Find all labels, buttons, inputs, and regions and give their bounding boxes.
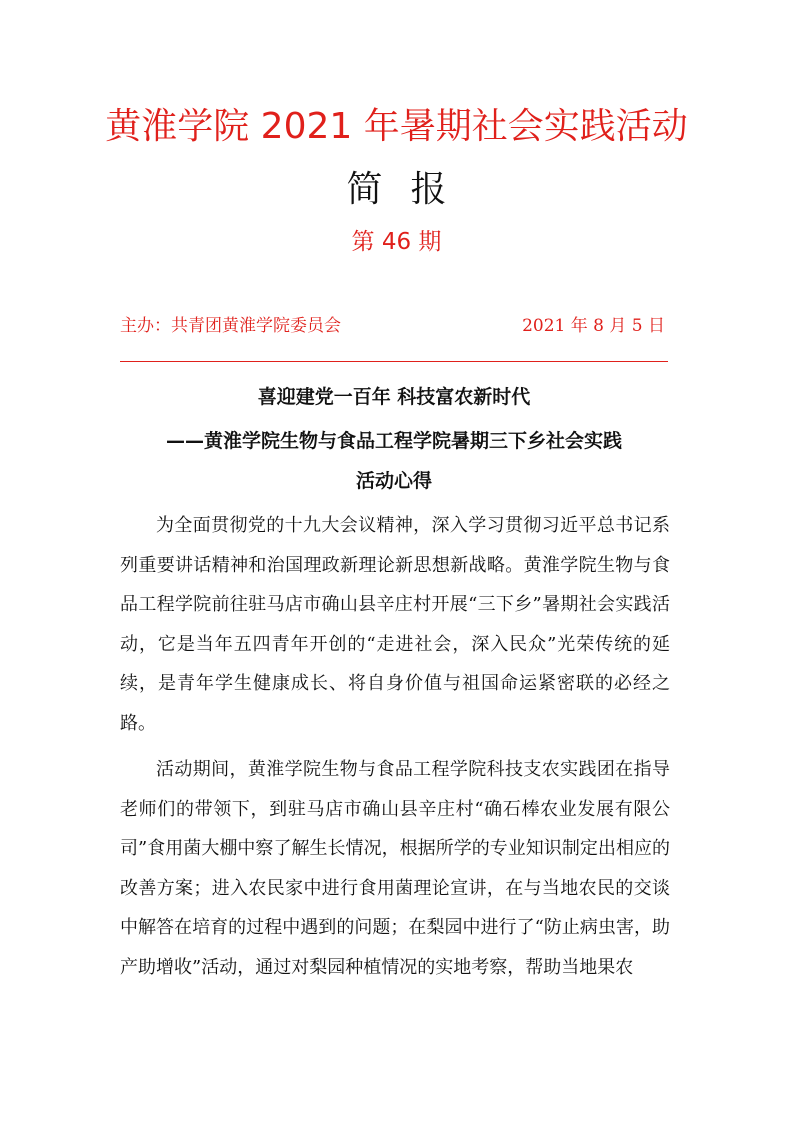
bulletin-main-title: 黄淮学院 2021 年暑期社会实践活动 <box>105 106 688 147</box>
paragraph: 活动期间，黄淮学院生物与食品工程学院科技支农实践团在指导老师们的带领下，到驻马店市确山县辛庄村“确石棒农业发展有限公司”食用菌大棚中察了解生长情况，根据所学的专业知识制定出相应的改善方案；进入农民家中进行食用菌理论宣讲，在与当地农民的交谈中解答在培育的过程中遇到的问题；在梨园中进行了“防止病虫害，助产助增收”活动，通过对梨园种植情况的实地考察，帮助当地果农 <box>120 759 670 978</box>
publish-date: 2021 年 8 月 5 日 <box>522 316 665 336</box>
article-subtitle-cont: 活动心得 <box>355 470 432 492</box>
red-divider <box>120 361 668 362</box>
issue-number: 第 46 期 <box>351 229 442 255</box>
paragraph: 为全面贯彻党的十九大会议精神，深入学习贯彻习近平总书记系列重要讲话精神和治国理政新理论新思想新战略。黄淮学院生物与食品工程学院前往驻马店市确山县辛庄村开展“三下乡”暑期社会实践活动，它是当年五四青年开创的“走进社会，深入民众”光荣传统的延续，是青年学生健康成长、将自身价值与祖国命运紧密联的必经之路。 <box>120 515 670 734</box>
article-subtitle: ——黄淮学院生物与食品工程学院暑期三下乡社会实践 <box>165 430 622 452</box>
article-title: 喜迎建党一百年 科技富农新时代 <box>257 386 531 408</box>
sponsor-line: 主办：共青团黄淮学院委员会 <box>120 316 341 336</box>
article-body <box>120 506 670 987</box>
bulletin-brief-title: 简报 <box>346 169 475 210</box>
